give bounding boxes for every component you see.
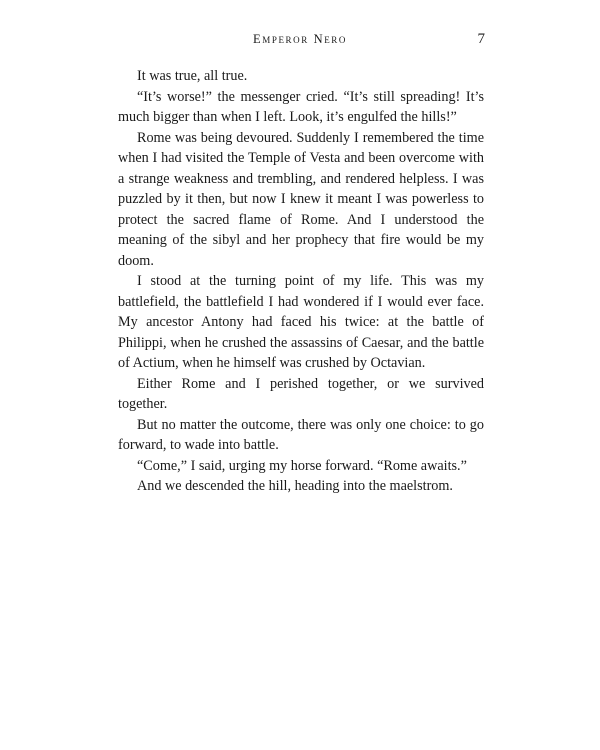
paragraph: I stood at the turning point of my life. This was my battlefield, the battlefield I had wondered if I would ever face. My ancestor Antony had faced his twice: at the battle of Philippi, when he crushed the assassins of Caesar, and the battle of Actium, when he himself was crushed by Octavian. — [118, 273, 484, 371]
paragraph: But no matter the outcome, there was only one choice: to go forward, to wade into battle. — [118, 416, 484, 453]
paragraph: “It’s worse!” the messenger cried. “It’s still spreading! It’s much bigger than when I left. Look, it’s engulfed the hills!” — [118, 88, 484, 125]
paragraph: And we descended the hill, heading into the maelstrom. — [137, 478, 453, 494]
paragraph: Either Rome and I perished together, or we survived together. — [118, 375, 484, 412]
paragraph: It was true, all true. — [137, 68, 248, 84]
paragraph: “Come,” I said, urging my horse forward. “Rome awaits.” — [137, 457, 467, 474]
running-head-title: Emperor Nero — [253, 32, 347, 46]
page-number: 7 — [477, 31, 485, 47]
paragraph: Rome was being devoured. Suddenly I remembered the time when I had visited the Temple of Vesta and been overcome with a strange weakness and trembling, and rendered helpless. I was puzzled by it then, but now I knew it meant I was powerless to protect the sacred flame of Rome. And I understood the meaning of the sibyl and her prophecy that fire would be my doom. — [118, 129, 484, 269]
body-text — [118, 66, 484, 497]
running-head — [0, 32, 600, 56]
